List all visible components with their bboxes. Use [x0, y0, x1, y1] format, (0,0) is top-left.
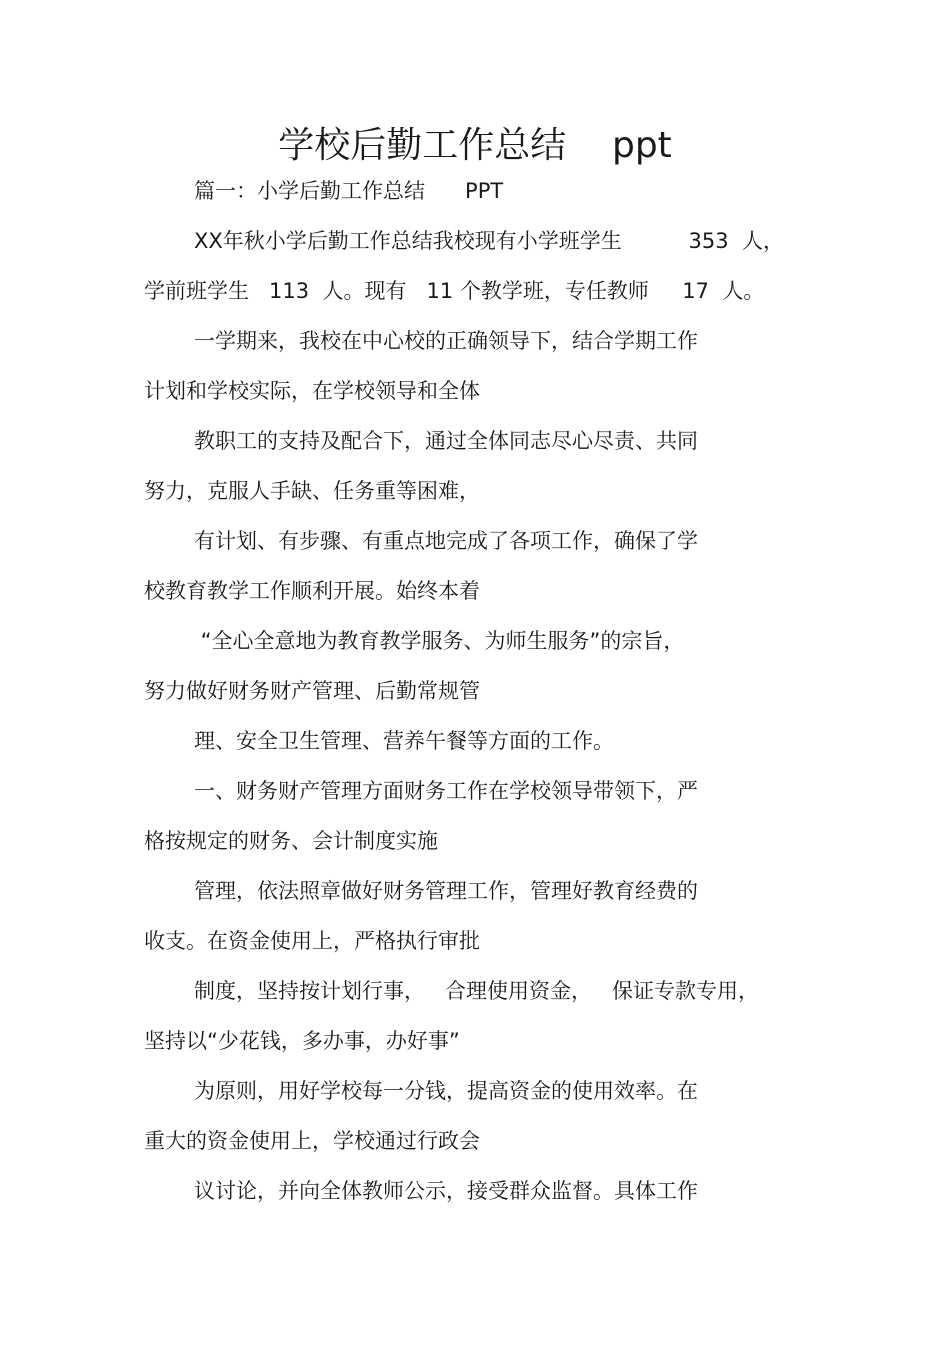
paragraph-line: 一、财务财产管理方面财务工作在学校领导带领下，严	[194, 779, 698, 803]
paragraph-line: 计划和学校实际，在学校领导和全体	[144, 379, 480, 403]
paragraph-line: “全心全意地为教育教学服务、为师生服务”的宗旨，	[194, 629, 685, 653]
paragraph-line: XX年秋小学后勤工作总结我校现有小学班学生 353 人，	[194, 229, 784, 253]
paragraph-line: 议讨论，并向全体教师公示，接受群众监督。具体工作	[194, 1179, 698, 1203]
paragraph-line: 篇一：小学后勤工作总结 PPT	[194, 179, 504, 203]
paragraph-line: 格按规定的财务、会计制度实施	[144, 829, 438, 853]
paragraph-line: 制度，坚持按计划行事， 合理使用资金， 保证专款专用，	[194, 979, 760, 1003]
paragraph-line: 坚持以“少花钱，多办事，办好事”	[144, 1029, 460, 1053]
paragraph-line: 教职工的支持及配合下，通过全体同志尽心尽责、共同	[194, 429, 698, 453]
paragraph-line: 为原则，用好学校每一分钱，提高资金的使用效率。在	[194, 1079, 698, 1103]
paragraph-line: 学前班学生 113 人。现有 11 个教学班，专任教师 17 人。	[144, 279, 765, 303]
paragraph-line: 重大的资金使用上，学校通过行政会	[144, 1129, 480, 1153]
paragraph-line: 有计划、有步骤、有重点地完成了各项工作，确保了学	[194, 529, 698, 553]
paragraph-line: 收支。在资金使用上，严格执行审批	[144, 929, 480, 953]
paragraph-line: 努力做好财务财产管理、后勤常规管	[144, 679, 480, 703]
paragraph-line: 一学期来，我校在中心校的正确领导下，结合学期工作	[194, 329, 698, 353]
paragraph-line: 管理，依法照章做好财务管理工作，管理好教育经费的	[194, 879, 698, 903]
paragraph-line: 努力，克服人手缺、任务重等困难，	[144, 479, 480, 503]
paragraph-line: 校教育教学工作顺利开展。始终本着	[144, 579, 480, 603]
document-title: 学校后勤工作总结 ppt	[278, 125, 672, 166]
paragraph-line: 理、安全卫生管理、营养午餐等方面的工作。	[194, 729, 614, 753]
